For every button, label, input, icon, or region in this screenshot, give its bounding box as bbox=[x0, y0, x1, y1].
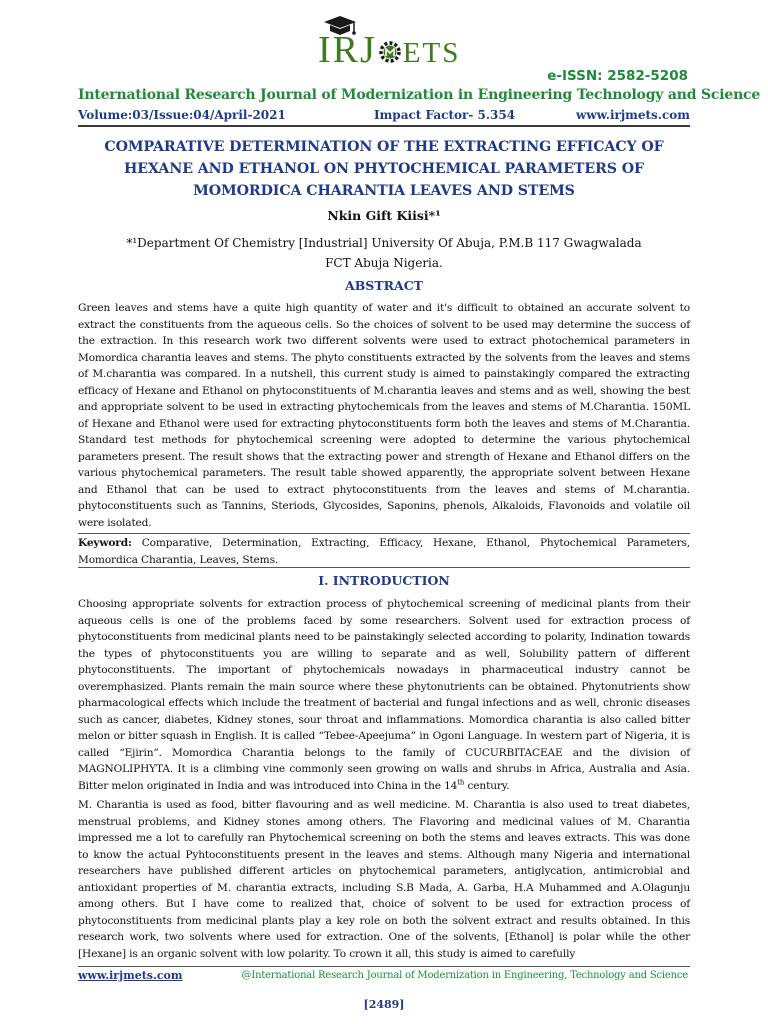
introduction-heading: I. INTRODUCTION bbox=[318, 573, 450, 588]
affiliation-line: *¹Department Of Chemistry [Industrial] University Of Abuja, P.M.B 117 Gwagwalada bbox=[126, 236, 642, 250]
footer-website-link[interactable]: www.irjmets.com bbox=[78, 969, 183, 982]
issue-meta bbox=[78, 108, 690, 124]
header-website-link[interactable]: www.irjmets.com bbox=[576, 108, 690, 122]
paper-title: COMPARATIVE DETERMINATION OF THE EXTRACTING EFFICACY OF HEXANE AND ETHANOL ON PHYTOCHEMICAL PARAMETERS OF MOMORDICA CHARANTIA LEAVES AND STEMS bbox=[104, 139, 664, 199]
journal-logo bbox=[318, 14, 461, 71]
keywords bbox=[78, 535, 690, 568]
author-affiliation bbox=[78, 233, 690, 273]
eissn: e-ISSN: 2582-5208 bbox=[547, 68, 688, 84]
gear-icon bbox=[377, 39, 403, 65]
introduction-paragraph-1: Choosing appropriate solvents for extraction process of phytochemical screening of medicinal plants from their aqueous cells is one of the problems faced by some researchers. Solvent used for extraction process of phytoconstituents from medicinal plants need to be painstakingly selected according to polarity, Indination towards the types of phytoconstituents you are willing to separate and as well, Solubility pattern of different phytoconstituents. The important of phytochemicals nowadays in pharmaceutical industry cannot be overemphasized. Plants remain the main source where these phytonutrients can be obtained. Phytonutrients show pharmacological effects which include the treatment of bacterial and fungal infections and as well, chronic diseases such as cancer, diabetes, Kidney stones, sour throat and inflammations. Momordica charantia is also called bitter melon or bitter squash in English. It is called “Tebee-Apeejuma” in Ogoni Language. In western part of Nigeria, it is called “Ejirin”. Momordica Charantia belongs to the family of CUCURBITACEAE and the division of MAGNOLIPHYTA. It is a climbing vine commonly seen growing on walls and shrubs in Africa, Australia and Asia. Bitter melon originated in India and was introduced into China in the 14th century. bbox=[78, 598, 690, 792]
keyword-label: Keyword: bbox=[78, 537, 132, 549]
affiliation-line: FCT Abuja Nigeria. bbox=[325, 256, 443, 270]
logo-wordmark: IRJ ETS bbox=[318, 29, 461, 71]
footer-copyright: @International Research Journal of Modernization in Engineering, Technology and Science bbox=[241, 970, 688, 981]
introduction-paragraph-2: M. Charantia is used as food, bitter flavouring and as well medicine. M. Charantia is also used to treat diabetes, menstrual problems, and Kidney stones among others. The Flavoring and medicinal values of M. Charantia impressed me a lot to carefully ran Phytochemical screening on both the stems and leaves extracts. This was done to know the actual Pyhtoconstituents present in the leaves and stems. Although many Nigeria and international researchers have published different articles on phytochemical parameters, antiglycation, antimicrobial and antioxidant properties of M. charantia extracts, including S.B Mada, A. Garba, H.A Muhammed and A.Olagunju among others. But I have come to realized that, choice of solvent to be used for extraction process of phytoconstituents from medicinal plants play a key role on both the solvent extract and results obtained. In this research work, two solvents where used for extraction. One of the solvents, [Ethanol] is polar while the other [Hexane] is an organic solvent with low polarity. To crown it all, this study is aimed to carefully bbox=[78, 799, 690, 960]
journal-name: International Research Journal of Modernization in Engineering Technology and Science bbox=[78, 87, 761, 103]
impact-factor: Impact Factor- 5.354 bbox=[374, 108, 516, 122]
keyword-divider-top bbox=[78, 533, 690, 534]
page-number: [2489] bbox=[363, 998, 405, 1011]
keyword-list: Comparative, Determination, Extracting, Efficacy, Hexane, Ethanol, Phytochemical Parameters, Momordica Charantia, Leaves, Stems. bbox=[78, 537, 691, 566]
volume-info: Volume:03/Issue:04/April-2021 bbox=[78, 108, 286, 122]
author-name: Nkin Gift Kiisi*¹ bbox=[327, 208, 441, 223]
abstract-heading: ABSTRACT bbox=[345, 278, 423, 293]
abstract-text: Green leaves and stems have a quite high quantity of water and it's difficult to obtained an accurate solvent to extract the constituents from the aqueous cells. So the choices of solvent to be used may determine the success of the extraction. In this research work two different solvents were used to extract photochemical parameters in Momordica charantia leaves and stems. The phyto constituents extracted by the solvents from the leaves and stems of M.charantia was compared. In a nutshell, this current study is aimed to painstakingly compared the extracting efficacy of Hexane and Ethanol on phytoconstituents of M.charantia leaves and stems and as well, showing the best and appropriate solvent to be used in extracting phytochemicals from the leaves and stems of M.Charantia. 150ML of Hexane and Ethanol were used for extracting phytoconstituents form both the leaves and stems of M.Charantia. Standard test methods for phytochemical screening were adopted to determine the various phytochemical parameters present. The result shows that the extracting power and strength of Hexane and Ethanol differs on the various phytochemical parameters. The result table showed apparently, the appropriate solvent between Hexane and Ethanol that can be used to extract phytoconstituents from the leaves and stems of M.charantia. phytoconstituents such as Tannins, Steriods, Glycosides, Saponins, phenols, Alkaloids, Flavonoids and volatile oil were isolated. bbox=[78, 302, 690, 529]
header-divider bbox=[78, 125, 690, 127]
footer-divider bbox=[78, 966, 690, 967]
keyword-divider-bottom bbox=[78, 567, 690, 568]
